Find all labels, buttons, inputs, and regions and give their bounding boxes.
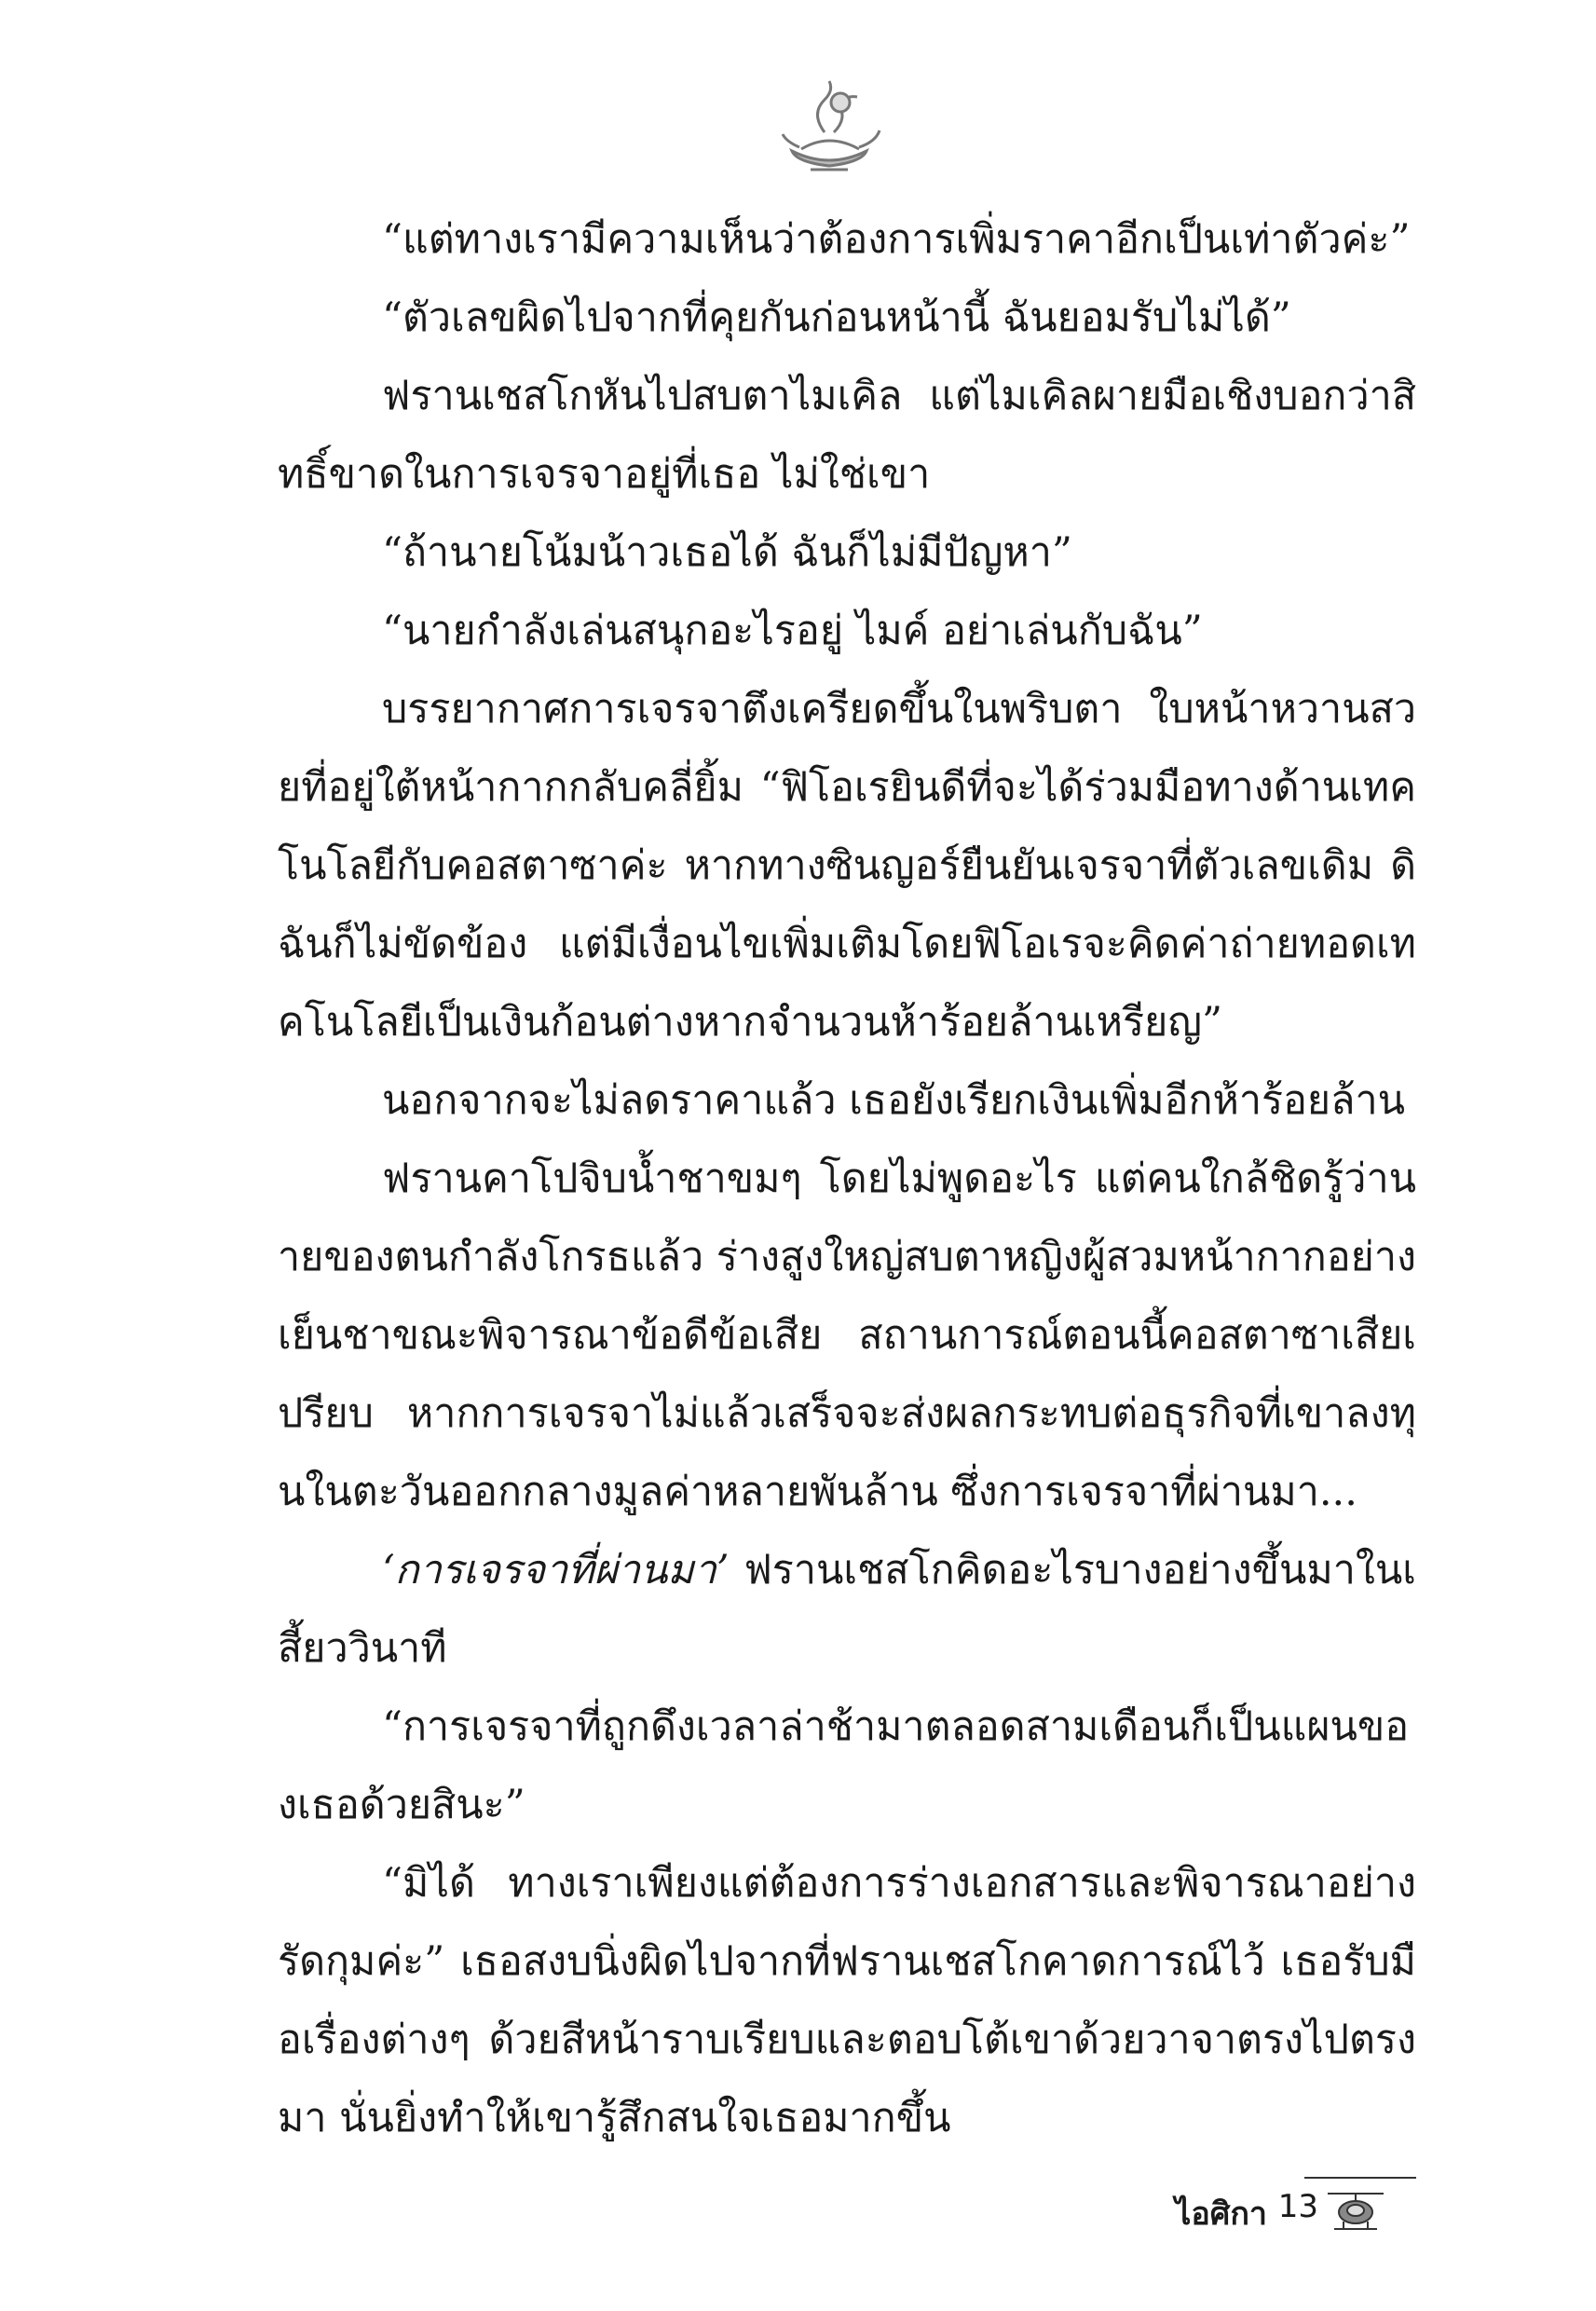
paragraph: “แต่ทางเรามีความเห็นว่าต้องการเพิ่มราคาอีกเป็นเท่าตัวค่ะ”: [382, 216, 1411, 263]
paragraph: “ตัวเลขผิดไปจากที่คุยกันก่อนหน้านี้ ฉันยอมรับไม่ได้”: [382, 294, 1291, 341]
paragraph: ฟรานคาโปจิบน้ำชาขมๆ โดยไม่พูดอะไร แต่คนใกล้ชิดรู้ว่านายของตนกำลังโกรธแล้ว ร่างสูงใหญ่สบตาหญิงผู้สวมหน้ากากอย่างเย็นชาขณะพิจารณาข้อดีข้อเสีย สถานการณ์ตอนนี้คอสตาซาเสียเปรียบ หากการเจรจาไม่แล้วเสร็จจะส่งผลกระทบต่อธุรกิจที่เขาลงทุนในตะวันออกกลางมูลค่าหลายพันล้าน ซึ่งการเจรจาที่ผ่านมา...: [278, 1156, 1416, 1515]
helicopter-icon: [1323, 2184, 1388, 2240]
paragraph-text: ฟรานเชสโกคิดอะไรบางอย่างขึ้นมาในเสี้ยววินาที: [278, 1547, 1416, 1672]
paragraph: “มิได้ ทางเราเพียงแต่ต้องการร่างเอกสารและพิจารณาอย่างรัดกุมค่ะ” เธอสงบนิ่งผิดไปจากที่ฟรานเชสโกคาดการณ์ไว้ เธอรับมือเรื่องต่างๆ ด้วยสีหน้าราบเรียบและตอบโต้เขาด้วยวาจาตรงไปตรงมา นั่นยิ่งทำให้เขารู้สึกสนใจเธอมากขึ้น: [278, 1860, 1416, 2141]
paragraph: นอกจากจะไม่ลดราคาแล้ว เธอยังเรียกเงินเพิ่มอีกห้าร้อยล้าน: [382, 1077, 1406, 1124]
paragraph: “การเจรจาที่ถูกดึงเวลาล่าช้ามาตลอดสามเดือนก็เป็นแผนของเธอด้วยสินะ”: [278, 1703, 1410, 1828]
page-number: 13: [1277, 2188, 1318, 2225]
book-title: ไอศิกา: [1175, 2195, 1267, 2233]
italic-phrase: ‘การเจรจาที่ผ่านมา’: [382, 1547, 730, 1593]
paragraph: “นายกำลังเล่นสนุกอะไรอยู่ ไมค์ อย่าเล่นกับฉัน”: [382, 608, 1203, 654]
teapot-ornament-icon: [773, 76, 885, 179]
paragraph: บรรยากาศการเจรจาตึงเครียดขึ้นในพริบตา ใบหน้าหวานสวยที่อยู่ใต้หน้ากากกลับคลี่ยิ้ม “ฟิโอเรยินดีที่จะได้ร่วมมือทางด้านเทคโนโลยีกับคอสตาซาค่ะ หากทางซินญอร์ยืนยันเจรจาที่ตัวเลขเดิม ดิฉันก็ไม่ขัดข้อง แต่มีเงื่อนไขเพิ่มเติมโดยฟิโอเรจะคิดค่าถ่ายทอดเทคโนโลยีเป็นเงินก้อนต่างหากจำนวนห้าร้อยล้านเหรียญ”: [278, 686, 1416, 1046]
page-footer: [1099, 2171, 1416, 2255]
paragraph: ฟรานเชสโกหันไปสบตาไมเคิล แต่ไมเคิลผายมือเชิงบอกว่าสิทธิ์ขาดในการเจรจาอยู่ที่เธอ ไม่ใช่เขา: [278, 373, 1416, 498]
body-text: [278, 200, 1416, 2157]
footer-rule: [1304, 2177, 1416, 2179]
paragraph: “ถ้านายโน้มน้าวเธอได้ ฉันก็ไม่มีปัญหา”: [382, 529, 1072, 576]
paragraph: [278, 1531, 1416, 1688]
